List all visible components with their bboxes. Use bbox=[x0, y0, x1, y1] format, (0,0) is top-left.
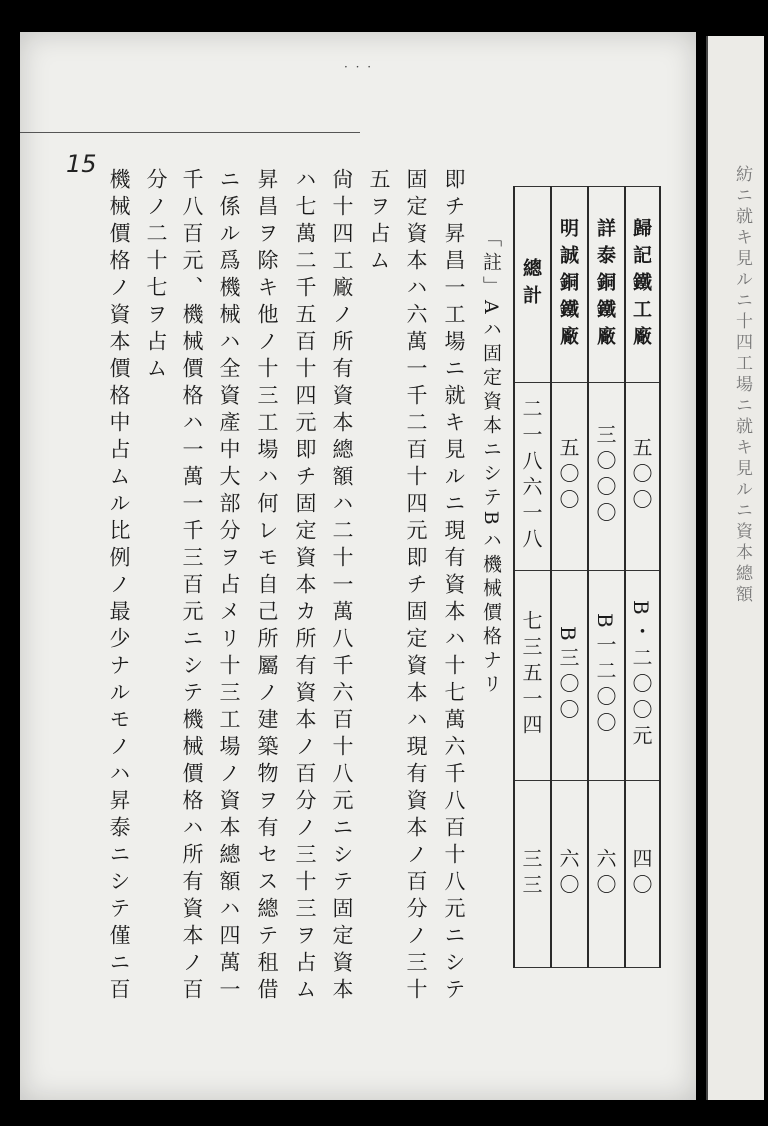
table-cell: 四〇 bbox=[629, 848, 653, 900]
text-line-7: ニ係ル爲機械ハ全資產中大部分ヲ占メリ十三工場ノ資本總額ハ四萬一 bbox=[217, 168, 241, 1005]
cell-a-3 bbox=[550, 384, 587, 568]
adjacent-page-text: 紡ニ就キ見ルニ十四工場ニ就キ見ルニ資本總額 bbox=[732, 165, 752, 606]
table-header: 明誠銅鐵廠 bbox=[557, 217, 579, 353]
table-cell: 六〇 bbox=[593, 848, 617, 900]
text-line-2: 固定資本ハ六萬一千二百十四元即チ固定資本ハ現有資本ノ百分ノ三十 bbox=[404, 168, 428, 1005]
text-line-3: 五ヲ占ム bbox=[367, 168, 391, 276]
table-cell: B一二〇〇 bbox=[593, 612, 617, 738]
table-cell: 六〇 bbox=[556, 848, 580, 900]
header-rule bbox=[20, 132, 360, 133]
header-cell-3 bbox=[550, 190, 587, 380]
text-line-1: 即チ昇昌一工場ニ就キ見ルニ現有資本ハ十七萬六千八百十八元ニシテ bbox=[442, 168, 466, 1005]
cell-b-1 bbox=[624, 572, 659, 778]
cell-c-2 bbox=[587, 782, 624, 966]
text-line-5: ハ七萬二千五百十四元即チ固定資本カ所有資本ノ百分ノ三十三ヲ占ム bbox=[293, 168, 317, 1005]
text-line-9: 分ノ二十七ヲ占ム bbox=[144, 168, 168, 384]
table-cell: 五〇〇 bbox=[629, 437, 653, 515]
cell-b-3 bbox=[550, 572, 587, 778]
table-cell: 三〇〇〇 bbox=[593, 424, 617, 528]
table-cell: 五〇〇 bbox=[556, 437, 580, 515]
text-line-4: 尙十四工廠ノ所有資本總額ハ二十一萬八千六百十八元ニシテ固定資本 bbox=[330, 168, 354, 1005]
header-cell-4 bbox=[513, 190, 550, 380]
cell-a-2 bbox=[587, 384, 624, 568]
page-number: 15 bbox=[66, 150, 97, 178]
cell-c-4 bbox=[513, 782, 550, 966]
table-cell: B三〇〇 bbox=[556, 625, 580, 725]
table-header: 歸記鐵工廠 bbox=[630, 217, 652, 353]
note-line: 「註」Aハ固定資本ニシテBハ機械價格ナリ bbox=[480, 228, 502, 698]
text-line-10: 機械價格ノ資本價格中占ムル比例ノ最少ナルモノハ昇泰ニシテ僅ニ百 bbox=[107, 168, 131, 1005]
top-dots: · · · bbox=[344, 60, 374, 74]
header-cell-2 bbox=[587, 190, 624, 380]
table-cell: 三三 bbox=[519, 848, 543, 900]
header-cell-1 bbox=[624, 190, 659, 380]
text-line-6: 昇昌ヲ除キ他ノ十三工場ハ何レモ自己所屬ノ建築物ヲ有セス總テ租借 bbox=[255, 168, 279, 1005]
table-header: 詳泰銅鐵廠 bbox=[594, 217, 616, 353]
cell-b-4 bbox=[513, 572, 550, 778]
cell-a-4 bbox=[513, 384, 550, 568]
factory-table bbox=[513, 186, 661, 968]
table-cell: 二一八六一八 bbox=[519, 398, 543, 554]
table-header: 總計 bbox=[520, 258, 542, 312]
cell-a-1 bbox=[624, 384, 659, 568]
cell-c-1 bbox=[624, 782, 659, 966]
cell-b-2 bbox=[587, 572, 624, 778]
cell-c-3 bbox=[550, 782, 587, 966]
table-cell: 七三五一四 bbox=[519, 610, 543, 740]
table-cell: B・二〇〇元 bbox=[629, 599, 653, 751]
text-line-8: 千八百元、機械價格ハ一萬一千三百元ニシテ機械價格ハ所有資本ノ百 bbox=[180, 168, 204, 1005]
